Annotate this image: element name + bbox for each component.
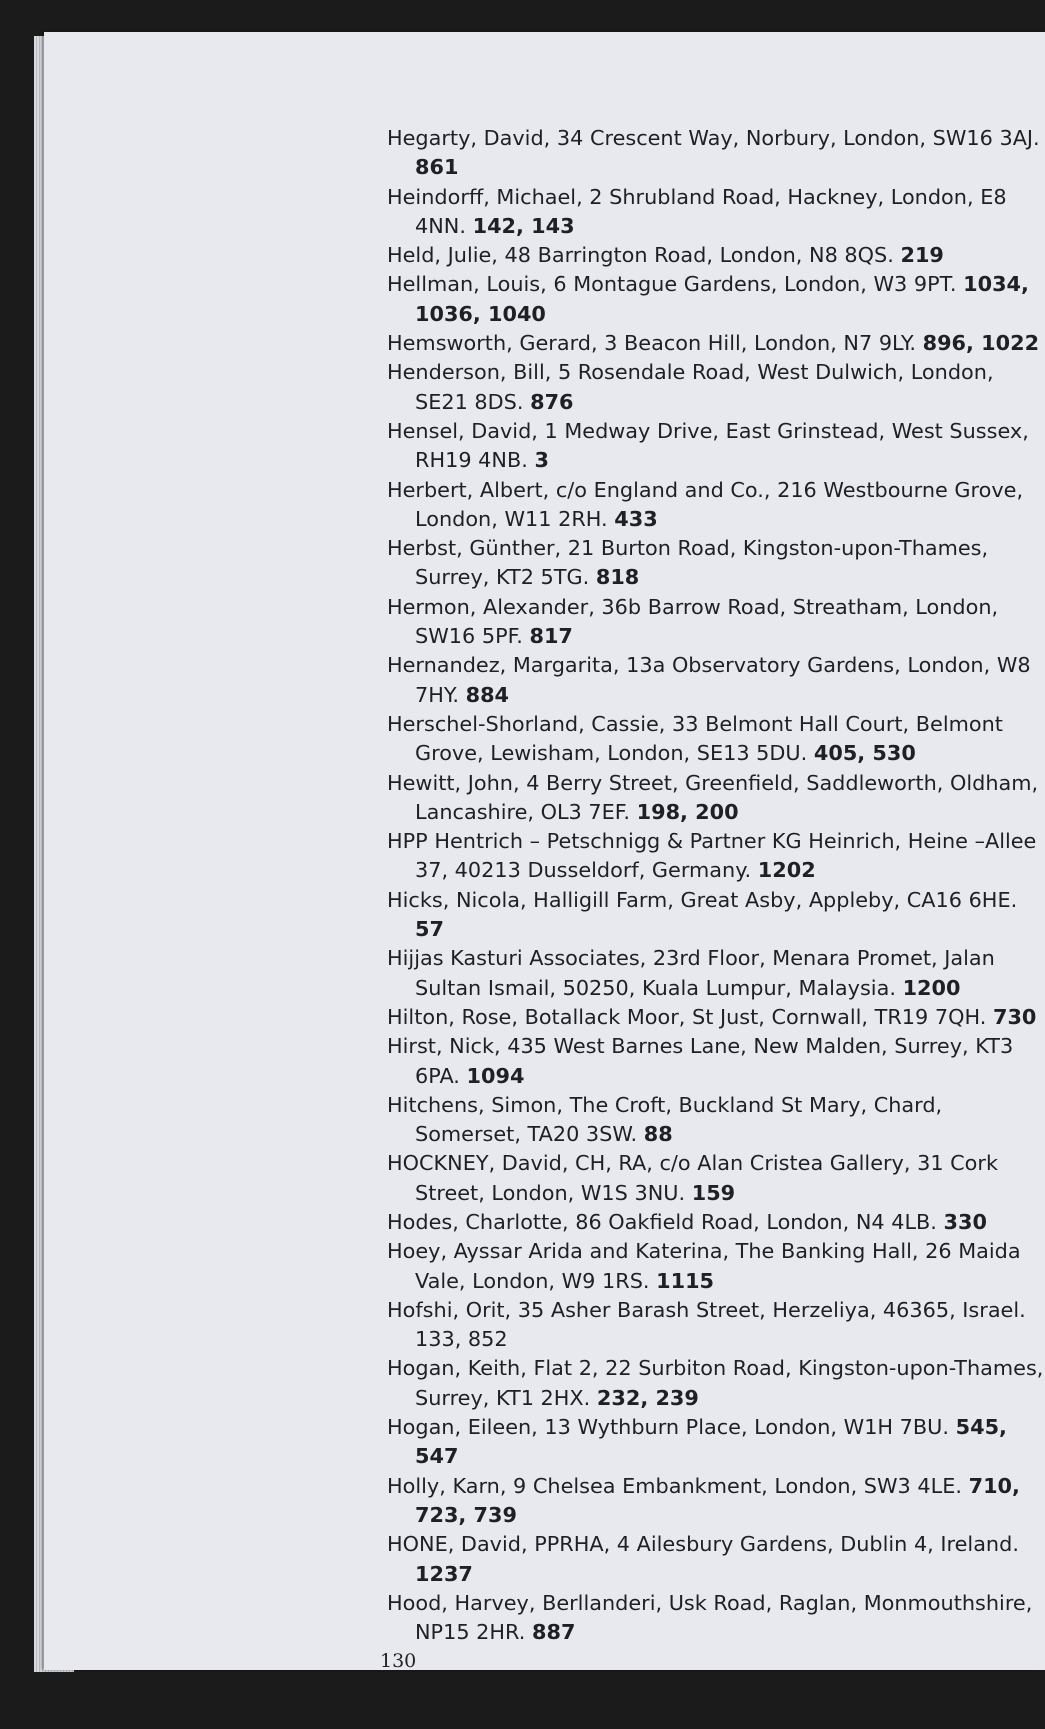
entry-text: Hensel, David, 1 Medway Drive, East Grinstead, West Sussex, RH19 4NB. bbox=[387, 418, 1029, 473]
index-entry bbox=[387, 1296, 1045, 1355]
entry-text: Holly, Karn, 9 Chelsea Embankment, London, SW3 4LE. bbox=[387, 1473, 962, 1498]
entry-text: Hewitt, John, 4 Berry Street, Greenfield, Saddleworth, Oldham, Lancashire, OL3 7EF. bbox=[387, 770, 1039, 824]
entry-text: HOCKNEY, David, CH, RA, c/o Alan Cristea Gallery, 31 Cork Street, London, W1S 3NU. bbox=[387, 1151, 998, 1205]
entry-text: Herschel-Shorland, Cassie, 33 Belmont Hall Court, Belmont Grove, Lewisham, London, SE13 5DU. bbox=[387, 711, 1003, 766]
index-entry bbox=[387, 270, 1045, 329]
entry-text: Hodes, Charlotte, 86 Oakfield Road, London, N4 4LB. bbox=[387, 1209, 937, 1234]
entry-text: HPP Hentrich – Petschnigg & Partner KG Heinrich, Heine –Allee 37, 40213 Dusseldorf, Germany. bbox=[387, 829, 1037, 883]
entry-text: Heindorff, Michael, 2 Shrubland Road, Hackney, London, E8 4NN. bbox=[387, 184, 1007, 238]
entry-pages: 433 bbox=[614, 506, 658, 531]
entry-pages: 1034, 1036, 1040 bbox=[415, 272, 1029, 326]
entry-text: HONE, David, PPRHA, 4 Ailesbury Gardens, Dublin 4, Ireland. bbox=[387, 1532, 1019, 1557]
entry-pages: 57 bbox=[415, 917, 444, 942]
index-entry bbox=[387, 358, 1045, 417]
index-entry bbox=[387, 827, 1045, 886]
entry-text: Hijjas Kasturi Associates, 23rd Floor, Menara Promet, Jalan Sultan Ismail, 50250, Kuala Lumpur, Malaysia. bbox=[387, 946, 995, 1000]
entry-pages: 142, 143 bbox=[472, 213, 575, 238]
page-number: 130 bbox=[380, 1650, 417, 1672]
entry-text: Hermon, Alexander, 36b Barrow Road, Streatham, London, SW16 5PF. bbox=[387, 594, 999, 649]
entry-pages: 1202 bbox=[757, 858, 816, 883]
entry-text: Hellman, Louis, 6 Montague Gardens, London, W3 9PT. bbox=[387, 272, 957, 297]
entry-pages: 133, 852 bbox=[415, 1327, 508, 1352]
index-entry bbox=[387, 1091, 1045, 1150]
entry-text: Hitchens, Simon, The Croft, Buckland St Mary, Chard, Somerset, TA20 3SW. bbox=[387, 1092, 943, 1147]
index-entry bbox=[387, 1003, 1045, 1032]
index-entry bbox=[387, 1413, 1045, 1472]
entry-text: Hemsworth, Gerard, 3 Beacon Hill, London, N7 9LY. bbox=[387, 331, 916, 356]
entry-text: Hicks, Nicola, Halligill Farm, Great Asby, Appleby, CA16 6HE. bbox=[387, 887, 1018, 912]
entry-pages: 884 bbox=[465, 682, 510, 707]
index-entry bbox=[387, 1472, 1045, 1531]
entry-text: Hofshi, Orit, 35 Asher Barash Street, Herzeliya, 46365, Israel. bbox=[387, 1297, 1026, 1322]
entry-text: Herbst, Günther, 21 Burton Road, Kingston-upon-Thames, Surrey, KT2 5TG. bbox=[387, 536, 989, 590]
index-entry bbox=[387, 944, 1045, 1003]
entry-text: Hogan, Keith, Flat 2, 22 Surbiton Road, Kingston-upon-Thames, Surrey, KT1 2HX. bbox=[387, 1356, 1044, 1410]
entry-pages: 1237 bbox=[415, 1561, 473, 1586]
index-entry bbox=[387, 417, 1045, 476]
entry-pages: 710, 723, 739 bbox=[415, 1473, 1020, 1527]
entry-text: Hogan, Eileen, 13 Wythburn Place, London, W1H 7BU. bbox=[387, 1415, 950, 1440]
index-entry bbox=[387, 241, 1045, 270]
entry-text: Hirst, Nick, 435 West Barnes Lane, New Malden, Surrey, KT3 6PA. bbox=[387, 1034, 1014, 1088]
entry-pages: 330 bbox=[943, 1209, 987, 1234]
entry-text: Hernandez, Margarita, 13a Observatory Gardens, London, W8 7HY. bbox=[387, 653, 1031, 707]
index-entry bbox=[387, 1032, 1045, 1091]
entry-pages: 198, 200 bbox=[636, 799, 739, 824]
index-entry bbox=[387, 886, 1045, 945]
book-page bbox=[44, 32, 1045, 1670]
index-entry bbox=[387, 710, 1045, 769]
index-entry bbox=[387, 183, 1045, 242]
entry-pages: 896, 1022 bbox=[922, 331, 1040, 356]
entry-text: Hood, Harvey, Berllanderi, Usk Road, Raglan, Monmouthshire, NP15 2HR. bbox=[387, 1590, 1033, 1645]
index-entry bbox=[387, 651, 1045, 710]
index-entry bbox=[387, 124, 1045, 183]
index-entry bbox=[387, 1530, 1045, 1589]
entry-pages: 861 bbox=[415, 155, 459, 180]
entry-pages: 876 bbox=[530, 389, 574, 414]
index-entry-list bbox=[387, 124, 1045, 1647]
entry-text: Held, Julie, 48 Barrington Road, London, N8 8QS. bbox=[387, 243, 894, 268]
entry-pages: 730 bbox=[992, 1004, 1037, 1029]
entry-text: Hoey, Ayssar Arida and Katerina, The Banking Hall, 26 Maida Vale, London, W9 1RS. bbox=[387, 1239, 1021, 1293]
entry-pages: 159 bbox=[691, 1180, 736, 1205]
entry-pages: 1094 bbox=[466, 1063, 525, 1088]
entry-pages: 3 bbox=[534, 448, 549, 473]
index-entry bbox=[387, 1589, 1045, 1648]
entry-pages: 219 bbox=[900, 243, 944, 268]
entry-text: Hegarty, David, 34 Crescent Way, Norbury, London, SW16 3AJ. bbox=[387, 126, 1040, 150]
index-entry bbox=[387, 1354, 1045, 1413]
entry-pages: 232, 239 bbox=[596, 1385, 699, 1410]
entry-text: Henderson, Bill, 5 Rosendale Road, West Dulwich, London, SE21 8DS. bbox=[387, 360, 994, 414]
index-entry bbox=[387, 476, 1045, 535]
index-entry bbox=[387, 593, 1045, 652]
index-entry bbox=[387, 534, 1045, 593]
entry-pages: 887 bbox=[532, 1620, 576, 1645]
index-entry bbox=[387, 769, 1045, 828]
entry-pages: 88 bbox=[643, 1122, 673, 1147]
index-entry bbox=[387, 1149, 1045, 1208]
index-entry bbox=[387, 1237, 1045, 1296]
entry-pages: 1115 bbox=[656, 1268, 715, 1293]
entry-text: Hilton, Rose, Botallack Moor, St Just, Cornwall, TR19 7QH. bbox=[387, 1004, 987, 1029]
index-entry bbox=[387, 329, 1045, 358]
entry-text: Herbert, Albert, c/o England and Co., 216 Westbourne Grove, London, W11 2RH. bbox=[387, 477, 1024, 531]
entry-pages: 817 bbox=[529, 624, 573, 649]
entry-pages: 1200 bbox=[902, 975, 961, 1000]
entry-pages: 545, 547 bbox=[415, 1415, 1007, 1469]
entry-pages: 818 bbox=[595, 565, 640, 590]
index-entry bbox=[387, 1208, 1045, 1237]
entry-pages: 405, 530 bbox=[813, 741, 916, 766]
